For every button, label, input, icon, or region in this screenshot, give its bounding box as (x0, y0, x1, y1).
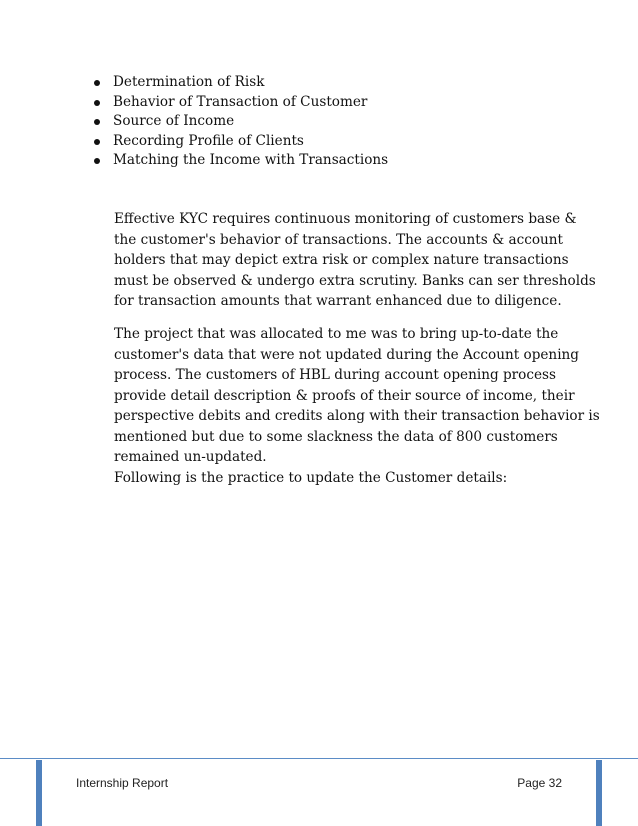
bullet-item: Behavior of Transaction of Customer (94, 93, 614, 113)
bullet-item: Matching the Income with Transactions (94, 151, 614, 171)
paragraph-line: Effective KYC requires continuous monitoring of customers base & (114, 211, 577, 227)
bullet-item: Recording Profile of Clients (94, 132, 614, 152)
footer-right-bar (596, 760, 602, 826)
paragraph-line: The project that was allocated to me was to bring up-to-date the (114, 326, 559, 342)
paragraph-line: must be observed & undergo extra scrutiny. Banks can ser thresholds (114, 272, 596, 289)
paragraph-line: holders that may depict extra risk or complex nature transactions (114, 252, 569, 268)
bullet-list (94, 73, 614, 171)
paragraph-line: perspective debits and credits along with their transaction behavior is (114, 408, 600, 424)
kyc-paragraph (114, 209, 614, 312)
bullet-item: Determination of Risk (94, 73, 614, 93)
footer-left-bar (36, 760, 42, 826)
paragraph-line: provide detail description & proofs of their source of income, their (114, 387, 575, 404)
project-paragraph (114, 324, 614, 488)
page-number: Page 32 (517, 776, 562, 790)
paragraph-line: Following is the practice to update the Customer details: (114, 469, 508, 486)
paragraph-line: mentioned but due to some slackness the data of 800 customers (114, 428, 558, 445)
paragraph-line: remained un-updated. (114, 449, 267, 465)
paragraph-line: the customer's behavior of transactions. The accounts & account (114, 231, 563, 248)
footer-divider (0, 758, 638, 759)
paragraph-line: customer's data that were not updated during the Account opening (114, 346, 579, 363)
paragraph-line: for transaction amounts that warrant enhanced due to diligence. (114, 293, 562, 309)
paragraph-line: process. The customers of HBL during account opening process (114, 367, 556, 383)
bullet-item: Source of Income (94, 112, 614, 132)
footer-title: Internship Report (76, 776, 169, 790)
